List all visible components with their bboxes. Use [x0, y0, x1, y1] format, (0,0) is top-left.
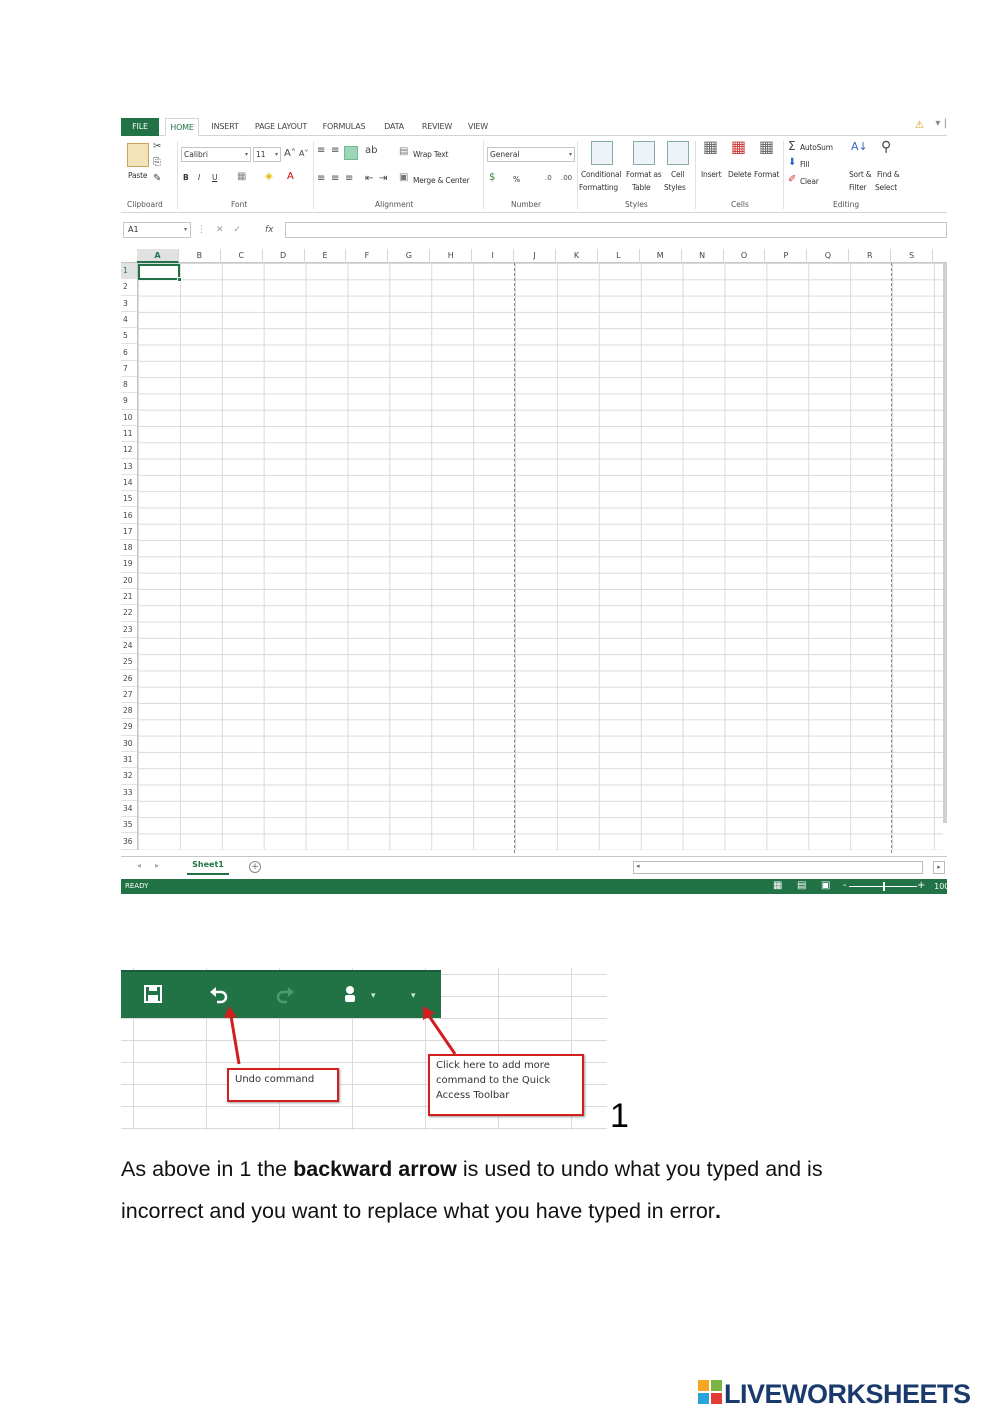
font-size-value: 11 — [256, 150, 266, 159]
row-header[interactable]: 19 — [121, 556, 137, 572]
number-format-value: General — [490, 150, 520, 159]
tab-view[interactable]: VIEW — [468, 122, 488, 131]
zoom-in-icon[interactable]: + — [917, 880, 926, 891]
row-header[interactable]: 7 — [121, 361, 137, 377]
row-header[interactable]: 35 — [121, 817, 137, 833]
paragraph-bold-term: backward arrow — [293, 1157, 457, 1181]
fill-icon[interactable]: ⬇ — [788, 157, 797, 168]
undo-arrow-head — [224, 1006, 237, 1018]
row-header[interactable]: 15 — [121, 491, 137, 507]
grow-font-icon[interactable]: A˄ — [284, 148, 296, 159]
column-header[interactable]: J — [514, 249, 556, 263]
align-left-icon[interactable]: ≡ — [317, 173, 326, 184]
name-box[interactable]: A1 ▾ — [123, 222, 191, 238]
horizontal-scrollbar[interactable]: ◂ — [633, 861, 923, 874]
scroll-right-icon[interactable]: ▸ — [933, 861, 945, 874]
align-right-icon[interactable]: ≡ — [345, 173, 354, 184]
row-header[interactable]: 34 — [121, 801, 137, 817]
clear-button[interactable]: Clear — [800, 177, 819, 186]
orientation-icon[interactable]: ab — [365, 145, 378, 156]
row-header[interactable]: 17 — [121, 524, 137, 540]
row-header[interactable]: 29 — [121, 719, 137, 735]
row-header[interactable]: 6 — [121, 345, 137, 361]
editing-group-label: Editing — [833, 200, 860, 209]
fill-handle[interactable] — [177, 277, 182, 282]
shrink-font-icon[interactable]: A˅ — [299, 149, 309, 158]
status-ready: READY — [125, 882, 149, 890]
group-separator — [177, 141, 178, 209]
insert-function-button[interactable]: fx — [265, 225, 274, 235]
row-header[interactable]: 2 — [121, 279, 137, 295]
paragraph-end: . — [714, 1199, 721, 1223]
column-header[interactable]: O — [724, 249, 766, 263]
tab-review[interactable]: REVIEW — [421, 122, 453, 131]
ribbon-home — [121, 137, 947, 213]
row-header[interactable]: 31 — [121, 752, 137, 768]
ribbon-options-icon[interactable]: ▾ | — [935, 118, 947, 129]
column-header[interactable]: H — [430, 249, 472, 263]
cell-styles-label-2[interactable]: Styles — [664, 183, 686, 192]
group-separator — [313, 141, 314, 209]
formula-bar-buttons[interactable]: ⋮✕✓ — [197, 225, 252, 235]
wrap-text-icon: ▤ — [399, 146, 409, 157]
fill-color-icon[interactable]: ◈ — [265, 171, 273, 182]
font-color-icon[interactable]: A — [287, 171, 294, 182]
explanation-paragraph — [121, 1148, 901, 1232]
tab-insert[interactable]: INSERT — [211, 122, 239, 131]
format-painter-icon[interactable]: ✎ — [153, 173, 162, 184]
touch-mode-dropdown-icon[interactable]: ▾ — [371, 990, 376, 1000]
row-header[interactable]: 8 — [121, 377, 137, 393]
paragraph-part-2: is used to undo what you typed and is incorrect and you want to replace what you have typed in error — [121, 1157, 823, 1223]
fill-button[interactable]: Fill — [800, 160, 810, 169]
column-header[interactable]: A — [137, 249, 179, 263]
middle-align-icon[interactable]: ≡ — [331, 145, 340, 156]
find-select-label-1[interactable]: Find & — [877, 170, 900, 179]
column-header[interactable]: B — [179, 249, 221, 263]
sort-filter-label-1[interactable]: Sort & — [849, 170, 872, 179]
customize-callout: Click here to add more command to the Quick Access Toolbar — [428, 1054, 584, 1116]
row-header[interactable]: 32 — [121, 768, 137, 784]
sort-filter-icon[interactable]: A↓ — [851, 140, 868, 153]
ribbon-tabs — [121, 118, 947, 136]
row-header[interactable]: 1 — [121, 263, 137, 279]
column-header[interactable]: Q — [807, 249, 849, 263]
sheet-tab-bar — [121, 856, 947, 879]
row-header[interactable]: 33 — [121, 785, 137, 801]
row-header[interactable]: 28 — [121, 703, 137, 719]
column-header[interactable]: E — [305, 249, 347, 263]
undo-arrow-line — [231, 1016, 239, 1064]
selected-cell-a1[interactable] — [138, 264, 180, 280]
cut-icon[interactable]: ✂ — [153, 141, 162, 152]
row-header[interactable]: 22 — [121, 605, 137, 621]
group-separator — [695, 141, 696, 209]
column-header[interactable]: C — [221, 249, 263, 263]
worksheet-grid[interactable] — [121, 249, 947, 856]
underline-button[interactable]: U — [212, 173, 218, 182]
increase-indent-icon[interactable]: ⇥ — [379, 173, 388, 184]
column-header[interactable]: R — [849, 249, 891, 263]
sheet-nav-arrows[interactable]: ◂▸ — [137, 861, 174, 870]
column-header[interactable]: N — [682, 249, 724, 263]
delete-cells-icon[interactable]: ▦ — [731, 137, 747, 156]
row-header[interactable]: 12 — [121, 442, 137, 458]
column-header[interactable]: G — [388, 249, 430, 263]
font-size-combo[interactable]: 11 ▾ — [253, 147, 281, 162]
alignment-group-label: Alignment — [375, 200, 414, 209]
group-separator — [783, 141, 784, 209]
format-cells-icon[interactable]: ▦ — [759, 137, 775, 156]
row-header[interactable]: 10 — [121, 410, 137, 426]
row-header[interactable]: 26 — [121, 671, 137, 687]
cells-group-label: Cells — [731, 200, 749, 209]
row-header[interactable]: 20 — [121, 573, 137, 589]
italic-button[interactable]: I — [198, 173, 201, 182]
status-bar — [121, 879, 957, 894]
column-header[interactable]: K — [556, 249, 598, 263]
find-select-label-2[interactable]: Select — [875, 183, 897, 192]
zoom-out-icon[interactable]: - — [843, 880, 847, 891]
column-header[interactable]: L — [598, 249, 640, 263]
column-header[interactable]: S — [891, 249, 933, 263]
normal-view-icon[interactable]: ▦ — [773, 880, 783, 891]
excel-screenshot — [121, 118, 957, 894]
clear-icon[interactable]: ✐ — [788, 174, 797, 185]
bold-button[interactable]: B — [183, 173, 189, 182]
row-header[interactable]: 4 — [121, 312, 137, 328]
customize-qat-icon[interactable]: ▾ — [411, 990, 416, 1000]
tab-formulas[interactable]: FORMULAS — [322, 122, 366, 131]
row-header[interactable]: 13 — [121, 459, 137, 475]
paste-label: Paste — [128, 171, 148, 180]
row-header[interactable]: 27 — [121, 687, 137, 703]
conditional-formatting-label-1[interactable]: Conditional — [581, 170, 622, 179]
find-select-icon[interactable]: ⚲ — [881, 139, 892, 155]
decrease-indent-icon[interactable]: ⇤ — [365, 173, 374, 184]
insert-cells-icon[interactable]: ▦ — [703, 137, 719, 156]
paragraph-part-1: As above in 1 the — [121, 1157, 294, 1181]
format-as-table-label-1[interactable]: Format as — [626, 170, 662, 179]
insert-cells-button[interactable]: Insert — [701, 170, 722, 179]
formula-bar — [121, 219, 947, 241]
row-header[interactable]: 3 — [121, 296, 137, 312]
decrease-decimal-icon[interactable]: .00 — [561, 174, 573, 182]
row-header[interactable]: 21 — [121, 589, 137, 605]
page-break-line — [514, 263, 515, 853]
figure-number: 1 — [610, 1097, 629, 1135]
font-group-label: Font — [231, 200, 248, 209]
top-align-icon[interactable]: ≡ — [317, 145, 326, 156]
tab-data[interactable]: DATA — [384, 122, 404, 131]
logo-text: LIVEWORKSHEETS — [724, 1379, 971, 1409]
row-header[interactable]: 36 — [121, 834, 137, 850]
percent-button[interactable]: % — [513, 175, 520, 184]
clipboard-group-label: Clipboard — [127, 200, 163, 209]
accounting-format-icon[interactable]: $ — [489, 172, 496, 183]
row-header[interactable]: 18 — [121, 540, 137, 556]
conditional-formatting-label-2[interactable]: Formatting — [579, 183, 618, 192]
row-header[interactable]: 5 — [121, 328, 137, 344]
autosum-button[interactable]: AutoSum — [800, 143, 833, 152]
sort-filter-label-2[interactable]: Filter — [849, 183, 867, 192]
column-header[interactable]: D — [263, 249, 305, 263]
row-header[interactable]: 11 — [121, 426, 137, 442]
zoom-level[interactable]: 100% — [934, 882, 957, 891]
autosum-icon[interactable]: Σ — [788, 139, 796, 153]
zoom-slider-thumb[interactable] — [883, 882, 885, 891]
cell-styles-icon[interactable] — [667, 141, 689, 165]
add-sheet-button[interactable]: + — [249, 861, 261, 873]
format-as-table-label-2[interactable]: Table — [632, 183, 651, 192]
group-separator — [577, 141, 578, 209]
row-header[interactable]: 16 — [121, 508, 137, 524]
tab-page-layout[interactable]: PAGE LAYOUT — [254, 122, 308, 131]
row-header[interactable]: 24 — [121, 638, 137, 654]
row-header[interactable]: 30 — [121, 736, 137, 752]
copy-icon[interactable]: ⎘ — [153, 157, 161, 168]
column-header[interactable]: M — [640, 249, 682, 263]
warning-icon[interactable]: ⚠ — [915, 120, 924, 131]
styles-group-label: Styles — [625, 200, 648, 209]
column-header[interactable]: F — [347, 249, 389, 263]
formula-input[interactable] — [285, 222, 947, 238]
sheet-tab-sheet1[interactable]: Sheet1 — [187, 857, 229, 875]
conditional-formatting-icon[interactable] — [591, 141, 613, 165]
name-box-value: A1 — [128, 225, 139, 234]
cell-styles-label-1[interactable]: Cell — [671, 170, 685, 179]
undo-callout: Undo command — [227, 1068, 339, 1102]
group-separator — [483, 141, 484, 209]
format-as-table-icon[interactable] — [633, 141, 655, 165]
page-break-line — [891, 263, 892, 853]
number-group-label: Number — [511, 200, 542, 209]
column-header[interactable]: P — [766, 249, 808, 263]
tab-file[interactable]: FILE — [121, 118, 159, 136]
font-name-combo[interactable]: Calibri ▾ — [181, 147, 251, 162]
tab-home[interactable]: HOME — [165, 118, 199, 136]
wrap-text-button[interactable]: Wrap Text — [413, 150, 449, 159]
borders-icon[interactable]: ▦ — [237, 171, 247, 182]
vertical-scrollbar[interactable] — [943, 263, 947, 823]
logo-mark-icon — [698, 1380, 722, 1404]
row-header[interactable]: 23 — [121, 622, 137, 638]
font-name-value: Calibri — [184, 150, 208, 159]
column-header[interactable]: I — [472, 249, 514, 263]
bottom-align-icon[interactable] — [344, 146, 358, 160]
quick-access-toolbar-screenshot — [121, 968, 607, 1130]
format-cells-button[interactable]: Format — [754, 170, 780, 179]
delete-cells-button[interactable]: Delete — [728, 170, 752, 179]
row-header[interactable]: 14 — [121, 475, 137, 491]
row-header[interactable]: 25 — [121, 654, 137, 670]
merge-center-button[interactable]: Merge & Center — [413, 176, 470, 185]
page-break-view-icon[interactable]: ▣ — [821, 880, 831, 891]
customize-arrow-line — [429, 1016, 455, 1054]
cell-grid[interactable] — [137, 263, 943, 850]
increase-decimal-icon[interactable]: .0 — [545, 174, 552, 182]
row-header[interactable]: 9 — [121, 393, 137, 409]
page-layout-view-icon[interactable]: ▤ — [797, 880, 807, 891]
merge-center-icon: ▣ — [399, 172, 409, 183]
align-center-icon[interactable]: ≡ — [331, 173, 340, 184]
paste-icon[interactable] — [127, 143, 149, 167]
number-format-combo[interactable]: General ▾ — [487, 147, 575, 162]
